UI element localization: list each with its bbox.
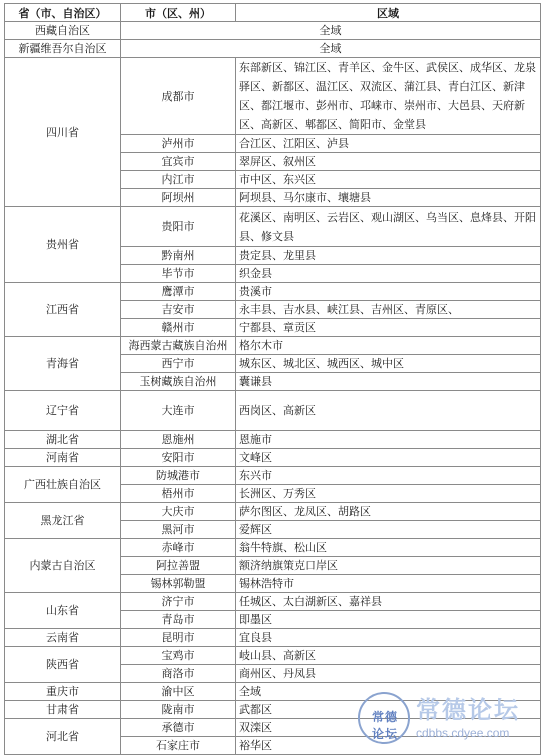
table-row: [5, 449, 541, 467]
area-cell: 市中区、东兴区: [236, 171, 541, 189]
table-row: [5, 283, 541, 301]
area-cell: 贵定县、龙里县: [236, 247, 541, 265]
city-cell: 昆明市: [121, 629, 236, 647]
area-cell: 爱辉区: [236, 521, 541, 539]
table-row: [5, 40, 541, 58]
area-cell: 城东区、城北区、城西区、城中区: [236, 355, 541, 373]
city-cell: 西宁市: [121, 355, 236, 373]
city-cell: 赣州市: [121, 319, 236, 337]
area-cell: 武都区: [236, 701, 541, 719]
table-row: [5, 629, 541, 647]
area-cell: 商州区、丹凤县: [236, 665, 541, 683]
table-row: [5, 58, 541, 135]
region-table: [4, 3, 541, 755]
city-cell: 陇南市: [121, 701, 236, 719]
area-cell: 合江区、江阳区、泸县: [236, 135, 541, 153]
area-cell: 阿坝县、马尔康市、壤塘县: [236, 189, 541, 207]
province-cell: 贵州省: [5, 207, 121, 283]
city-cell: 大连市: [121, 391, 236, 431]
province-cell: 新疆维吾尔自治区: [5, 40, 121, 58]
province-cell: 黑龙江省: [5, 503, 121, 539]
area-cell: 萨尔图区、龙凤区、胡路区: [236, 503, 541, 521]
table-header-row: [5, 4, 541, 22]
city-cell: 宜宾市: [121, 153, 236, 171]
city-cell: 吉安市: [121, 301, 236, 319]
table-row: [5, 539, 541, 557]
city-cell: 内江市: [121, 171, 236, 189]
table-row: [5, 467, 541, 485]
city-cell: 鹰潭市: [121, 283, 236, 301]
table-row: [5, 647, 541, 665]
city-cell: 大庆市: [121, 503, 236, 521]
city-cell: 商洛市: [121, 665, 236, 683]
city-cell: 梧州市: [121, 485, 236, 503]
city-cell: 安阳市: [121, 449, 236, 467]
province-cell: 陕西省: [5, 647, 121, 683]
province-cell: 内蒙古自治区: [5, 539, 121, 593]
area-cell: 东兴市: [236, 467, 541, 485]
watermark-url: cdbbs.cdyee.com: [416, 726, 510, 740]
city-cell: 承德市: [121, 719, 236, 737]
city-cell: 锡林郭勒盟: [121, 575, 236, 593]
city-cell: 海西蒙古藏族自治州: [121, 337, 236, 355]
area-cell: 织金县: [236, 265, 541, 283]
city-cell: 泸州市: [121, 135, 236, 153]
table-row: [5, 503, 541, 521]
table-body: [5, 22, 541, 755]
province-cell: 辽宁省: [5, 391, 121, 431]
city-cell: 宝鸡市: [121, 647, 236, 665]
province-cell: 山东省: [5, 593, 121, 629]
province-cell: 河南省: [5, 449, 121, 467]
area-cell: 囊谦县: [236, 373, 541, 391]
city-cell: 黑河市: [121, 521, 236, 539]
table-row: [5, 207, 541, 247]
table-row: [5, 431, 541, 449]
area-cell: 长洲区、万秀区: [236, 485, 541, 503]
city-cell: 玉树藏族自治州: [121, 373, 236, 391]
province-cell: 青海省: [5, 337, 121, 391]
area-cell: 宜良县: [236, 629, 541, 647]
province-cell: 湖北省: [5, 431, 121, 449]
area-cell: 翠屏区、叙州区: [236, 153, 541, 171]
area-cell: 全域: [236, 683, 541, 701]
area-cell: 格尔木市: [236, 337, 541, 355]
city-cell: 赤峰市: [121, 539, 236, 557]
city-cell: 渝中区: [121, 683, 236, 701]
city-cell: 阿坝州: [121, 189, 236, 207]
table-row: [5, 22, 541, 40]
table-row: [5, 391, 541, 431]
header-area: 区域: [236, 4, 541, 22]
watermark-seal-icon: [358, 692, 410, 744]
area-cell: 额济纳旗策克口岸区: [236, 557, 541, 575]
province-cell: 江西省: [5, 283, 121, 337]
province-cell: 重庆市: [5, 683, 121, 701]
province-cell: 西藏自治区: [5, 22, 121, 40]
header-city: 市（区、州）: [121, 4, 236, 22]
city-cell: 青岛市: [121, 611, 236, 629]
area-cell: 即墨区: [236, 611, 541, 629]
province-cell: 甘肃省: [5, 701, 121, 719]
area-cell: 裕华区: [236, 737, 541, 755]
area-cell: 宁都县、章贡区: [236, 319, 541, 337]
area-cell: 任城区、太白湖新区、嘉祥县: [236, 593, 541, 611]
province-cell: 河北省: [5, 719, 121, 755]
city-cell: 贵阳市: [121, 207, 236, 247]
city-cell: 成都市: [121, 58, 236, 135]
city-cell: 恩施州: [121, 431, 236, 449]
area-cell: 锡林浩特市: [236, 575, 541, 593]
table-row: [5, 337, 541, 355]
area-cell: 翁牛特旗、松山区: [236, 539, 541, 557]
header-province: 省（市、自治区）: [5, 4, 121, 22]
watermark-title: 常德论坛: [416, 695, 520, 724]
province-cell: 四川省: [5, 58, 121, 207]
city-cell: 毕节市: [121, 265, 236, 283]
city-cell: 防城港市: [121, 467, 236, 485]
watermark: [358, 688, 538, 746]
area-cell: 东部新区、锦江区、青羊区、金牛区、武侯区、成华区、龙泉驿区、新都区、温江区、双流区、蒲江县、青白江区、新津区、都江堰市、彭州市、邛崃市、崇州市、大邑县、天府新区、高新区、郫都区、简阳市、金堂县: [236, 58, 541, 135]
province-cell: 云南省: [5, 629, 121, 647]
area-cell: 西岗区、高新区: [236, 391, 541, 431]
area-cell: 全域: [121, 22, 541, 40]
city-cell: 黔南州: [121, 247, 236, 265]
table-row: [5, 593, 541, 611]
area-cell: 永丰县、吉水县、峡江县、吉州区、青原区、: [236, 301, 541, 319]
area-cell: 贵溪市: [236, 283, 541, 301]
area-cell: 恩施市: [236, 431, 541, 449]
city-cell: 济宁市: [121, 593, 236, 611]
area-cell: 全域: [121, 40, 541, 58]
watermark-seal-text: 常德论坛: [372, 710, 399, 741]
area-cell: 岐山县、高新区: [236, 647, 541, 665]
area-cell: 花溪区、南明区、云岩区、观山湖区、乌当区、息烽县、开阳县、修文县: [236, 207, 541, 247]
city-cell: 石家庄市: [121, 737, 236, 755]
area-cell: 文峰区: [236, 449, 541, 467]
area-cell: 双滦区: [236, 719, 541, 737]
province-cell: 广西壮族自治区: [5, 467, 121, 503]
city-cell: 阿拉善盟: [121, 557, 236, 575]
